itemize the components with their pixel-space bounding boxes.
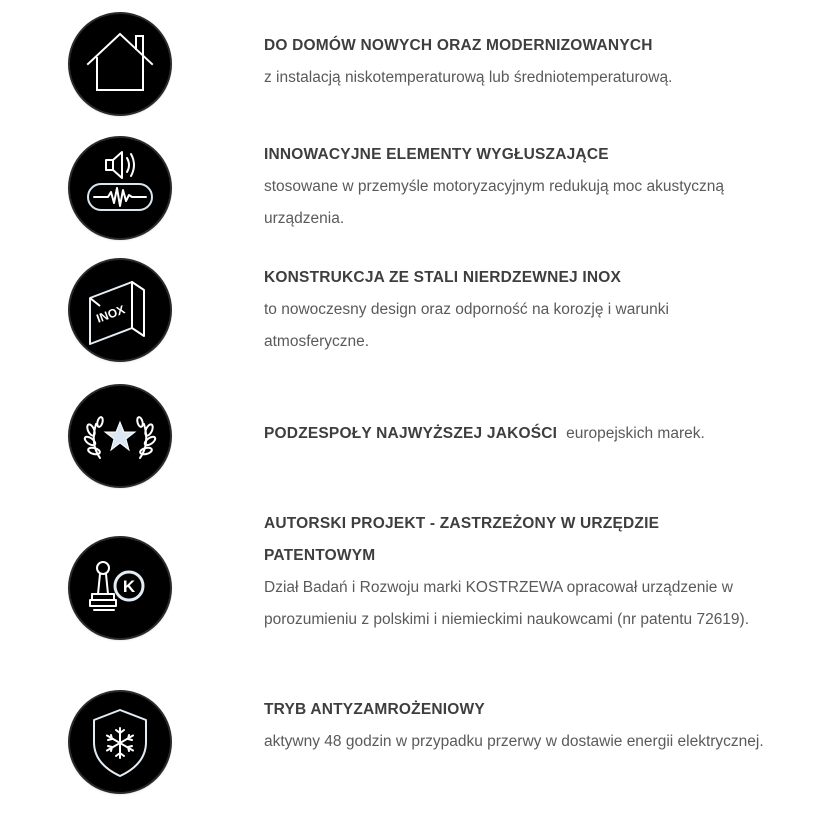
stamp-k-icon [70, 538, 170, 638]
feature-description: z instalacją niskotemperaturową lub średniotemperaturową. [264, 69, 673, 86]
k-letter: K [122, 577, 136, 596]
feature-description: Dział Badań i Rozwoju marki KOSTRZEWA opracował urządzenie w porozumieniu z polskimi i niemieckimi naukowcami (nr patentu 72619). [264, 579, 750, 628]
feature-title: KONSTRUKCJA ZE STALI NIERDZEWNEJ INOX [264, 269, 622, 286]
feature-title: DO DOMÓW NOWYCH ORAZ MODERNIZOWANYCH [264, 37, 653, 54]
laurel-star-icon [70, 386, 170, 486]
feature-description: europejskich marek. [566, 425, 705, 442]
inox-panel-icon [70, 260, 170, 360]
speaker-soundwave-icon [70, 138, 170, 238]
feature-title: PODZESPOŁY NAJWYŻSZEJ JAKOŚCI [264, 425, 558, 442]
feature-description: to nowoczesny design oraz odporność na korozję i warunki atmosferyczne. [264, 301, 669, 350]
feature-title: TRYB ANTYZAMROŻENIOWY [264, 701, 485, 718]
feature-description: aktywny 48 godzin w przypadku przerwy w dostawie energii elektrycznej. [264, 733, 764, 750]
feature-description: stosowane w przemyśle motoryzacyjnym redukują moc akustyczną urządzenia. [264, 178, 725, 227]
feature-title: AUTORSKI PROJEKT - ZASTRZEŻONY W URZĘDZIE PATENTOWYM [264, 515, 660, 564]
feature-line [264, 418, 764, 450]
house-icon [70, 14, 170, 114]
inox-label: INOX [94, 302, 127, 326]
feature-title: INNOWACYJNE ELEMENTY WYGŁUSZAJĄCE [264, 146, 609, 163]
shield-snowflake-icon [70, 692, 170, 792]
